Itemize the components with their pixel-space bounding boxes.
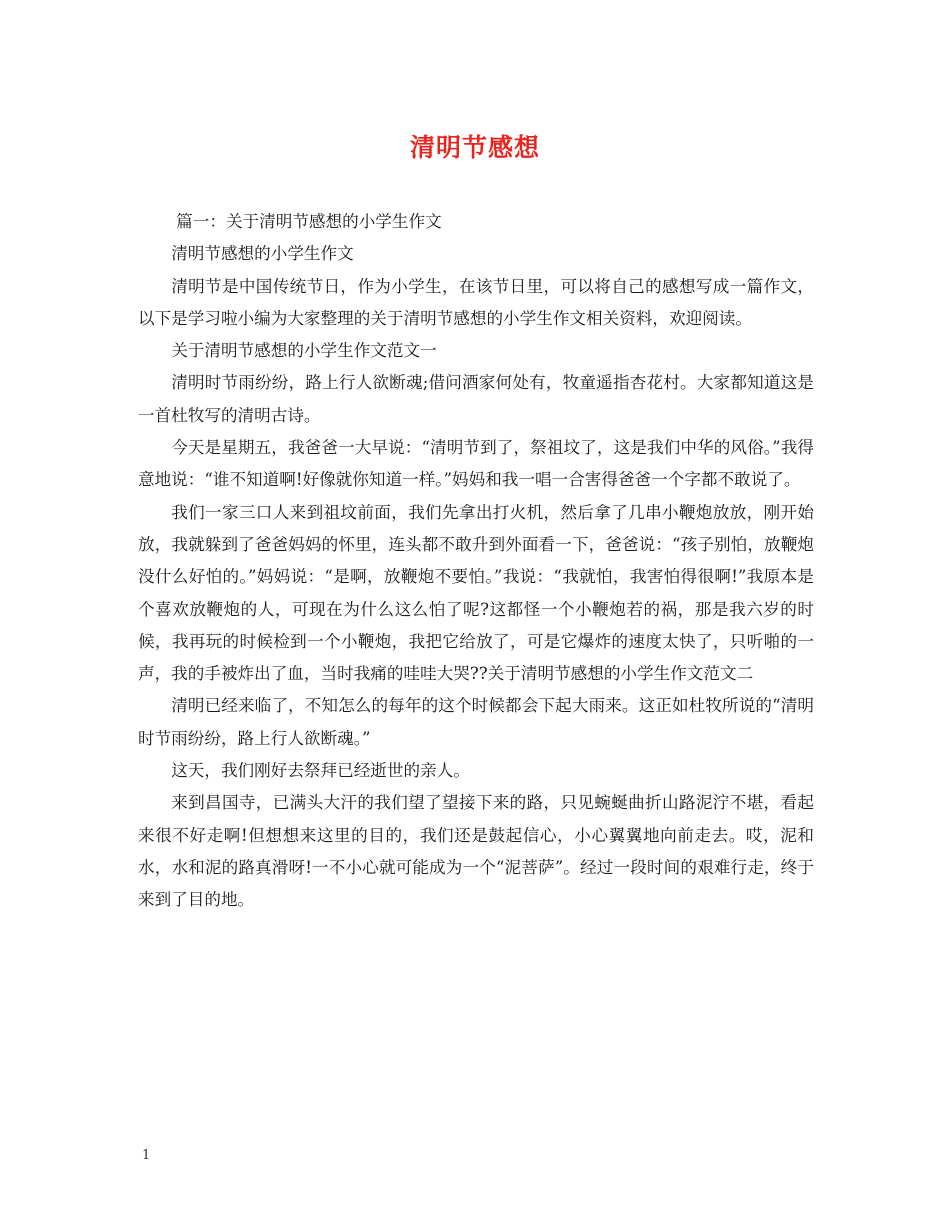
body-paragraph: 今天是星期五，我爸爸一大早说：“清明节到了，祭祖坟了，这是我们中华的风俗。”我得意地说：“谁不知道啊!好像就你知道一样。”妈妈和我一唱一合害得爸爸一个字都不敢说了。 bbox=[138, 438, 814, 490]
intro-paragraph: 清明节是中国传统节日，作为小学生，在该节日里，可以将自己的感想写成一篇作文，以下是学习啦小编为大家整理的关于清明节感想的小学生作文相关资料，欢迎阅读。 bbox=[138, 276, 814, 328]
body-paragraph: 来到昌国寺，已满头大汗的我们望了望接下来的路，只见蜿蜒曲折山路泥泞不堪，看起来很不好走啊!但想想来这里的目的，我们还是鼓起信心，小心翼翼地向前走去。哎，泥和水，水和泥的路真滑呀!一不小心就可能成为一个“泥菩萨”。经过一段时间的艰难行走，终于来到了目的地。 bbox=[138, 793, 814, 910]
essay-subtitle: 清明节感想的小学生作文 bbox=[171, 244, 354, 264]
body-paragraph: 清明已经来临了，不知怎么的每年的这个时候都会下起大雨来。这正如杜牧所说的“清明时节雨纷纷，路上行人欲断魂。” bbox=[138, 696, 814, 748]
section-heading: 篇一：关于清明节感想的小学生作文 bbox=[176, 212, 442, 231]
body-paragraph: 我们一家三口人来到祖坟前面，我们先拿出打火机，然后拿了几串小鞭炮放放，刚开始放，我就躲到了爸爸妈妈的怀里，连头都不敢升到外面看一下，爸爸说：“孩子别怕，放鞭炮没什么好怕的。”妈妈说：“是啊，放鞭炮不要怕。”我说：“我就怕，我害怕得很啊!”我原本是个喜欢放鞭炮的人，可现在为什么这么怕了呢?这都怪一个小鞭炮若的祸，那是我六岁的时候，我再玩的时候检到一个小鞭炮，我把它给放了，可是它爆炸的速度太快了，只听啪的一声，我的手被炸出了血，当时我痛的哇哇大哭??关于清明节感想的小学生作文范文二 bbox=[138, 502, 814, 684]
page-number: 1 bbox=[142, 1148, 151, 1163]
body-paragraph: 这天，我们刚好去祭拜已经逝世的亲人。 bbox=[171, 761, 470, 781]
essay-heading-1: 关于清明节感想的小学生作文范文一 bbox=[171, 341, 437, 361]
document-body bbox=[138, 206, 814, 917]
body-paragraph: 清明时节雨纷纷，路上行人欲断魂;借问酒家何处有，牧童遥指杏花村。大家都知道这是一首杜牧写的清明古诗。 bbox=[138, 373, 814, 425]
document-title: 清明节感想 bbox=[409, 133, 540, 162]
